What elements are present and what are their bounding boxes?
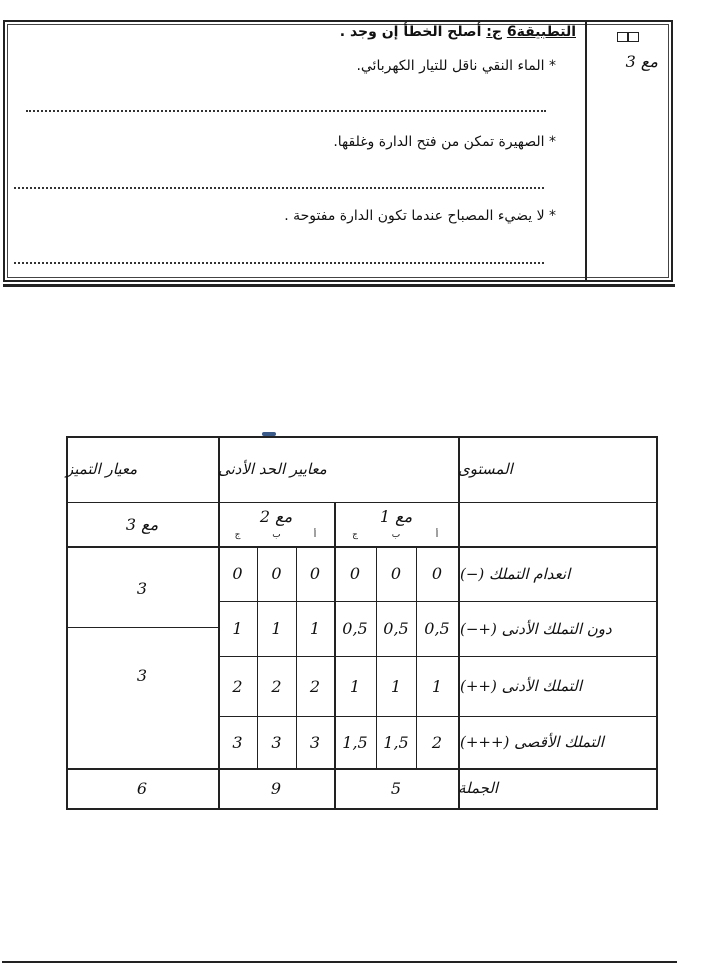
score-c2-row3-1: 2: [232, 676, 243, 696]
score-c2-row2-2: 1: [271, 619, 282, 638]
exercise-frame-shadow: [3, 284, 675, 287]
criterion-3-label: مع 3: [125, 514, 159, 534]
level-row-4: التملك الأقصى (+++): [460, 733, 604, 751]
level-row-3: التملك الأدنى (++): [460, 677, 582, 695]
criterion-2-label: مع 2: [259, 506, 293, 526]
score-c2-row1-3: 0: [309, 564, 321, 583]
criterion-1-sub-2: ب: [391, 530, 401, 540]
statement-1: * الماء النقي ناقل للتيار الكهربائي.: [356, 58, 556, 74]
score-c2-row2-1: 1: [232, 619, 243, 638]
totals-label: الجملة: [458, 779, 499, 797]
score-c1-row3-3: 1: [431, 676, 443, 696]
score-c3-value-2: 3: [136, 665, 148, 685]
table-border-bottom: [66, 808, 656, 810]
header-excellence-criteria: معيار التميز: [66, 460, 138, 478]
score-c1-row3-1: 1: [349, 676, 361, 696]
exercise-number: 6: [506, 24, 517, 40]
score-c2-row2-3: 1: [309, 619, 321, 638]
exercise-frame-inner: [7, 24, 669, 278]
table-border-right: [656, 436, 658, 810]
answer-line-1[interactable]: [26, 110, 546, 112]
score-c2-row4-1: 3: [232, 732, 243, 752]
score-c1-row2-2: 0,5: [383, 619, 409, 638]
criterion-2-sub-3: ج: [234, 530, 241, 540]
header-level: المستوى: [458, 460, 513, 478]
answer-line-2[interactable]: [14, 187, 544, 189]
level-row-2: دون التملك الأدنى (+−): [460, 619, 612, 638]
score-c1-row3-2: 1: [390, 676, 402, 696]
score-c1-row1-1: 0: [349, 564, 361, 583]
criterion-2-sub-2: ب: [272, 530, 281, 540]
exercise-title-prefix: التطبيقة: [516, 24, 576, 40]
exercise-divider: [585, 22, 587, 280]
total-c3: 6: [136, 778, 148, 798]
exercise-title: [340, 24, 576, 40]
score-c3-value-1: 3: [136, 578, 148, 598]
table-row-line-c3: [66, 627, 218, 628]
score-c1-row4-2: 1,5: [383, 732, 409, 752]
score-c2-row1-2: 0: [271, 564, 282, 583]
score-c1-row1-3: 0: [431, 564, 443, 583]
answer-line-3[interactable]: [14, 262, 544, 264]
criterion-box-icon: [617, 32, 639, 42]
criterion-1-sub-1: أ: [435, 530, 439, 540]
score-c1-row1-2: 0: [390, 564, 402, 583]
score-c1-row2-3: 0,5: [424, 619, 450, 638]
score-c2-row3-2: 2: [271, 676, 282, 696]
criterion-code: مع 3: [625, 52, 658, 71]
score-c1-row2-1: 0,5: [342, 619, 368, 638]
criterion-1-sub-3: ج: [352, 530, 358, 540]
exercise-instruction: أصلح الخطأ إن وجد .: [339, 24, 482, 40]
criterion-2-sub-1: أ: [313, 530, 317, 540]
total-c2: 9: [270, 778, 282, 798]
statement-2: * الصهيرة تمكن من فتح الدارة وغلقها.: [333, 134, 556, 150]
score-c2-row3-3: 2: [309, 676, 321, 696]
score-c1-row4-3: 2: [431, 732, 443, 752]
page-bottom-rule: [2, 961, 677, 963]
score-c2-row4-3: 3: [309, 732, 321, 752]
level-row-1: انعدام التملك (−): [460, 564, 571, 583]
statement-3: * لا يضيء المصباح عندما تكون الدارة مفتوحة .: [284, 208, 556, 224]
exercise-title-suffix: ج:: [486, 24, 502, 40]
score-c1-row4-1: 1,5: [342, 732, 368, 752]
score-c2-row4-2: 3: [271, 732, 282, 752]
score-c2-row1-1: 0: [232, 564, 243, 583]
total-c1: 5: [390, 778, 402, 798]
header-minimum-criteria: معايير الحد الأدنى: [218, 460, 327, 478]
criterion-1-label: مع 1: [379, 506, 413, 526]
